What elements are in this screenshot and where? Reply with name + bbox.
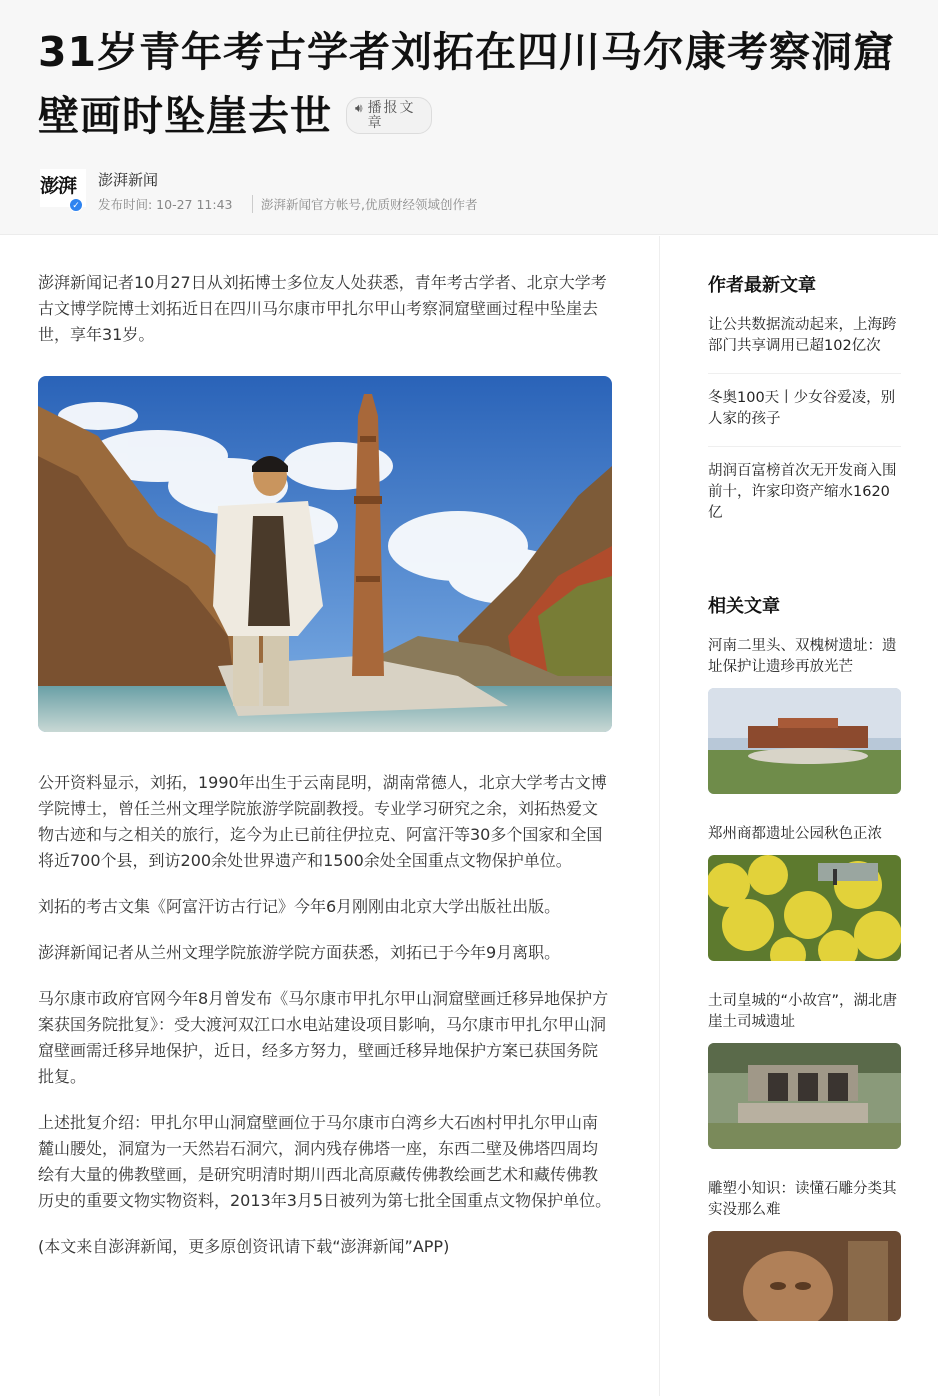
related-article-card[interactable] xyxy=(708,1179,901,1321)
related-article-title[interactable]: 郑州商都遗址公园秋色正浓 xyxy=(708,826,882,842)
article-paragraph: 上述批复介绍：甲扎尔甲山洞窟壁画位于马尔康市白湾乡大石凼村甲扎尔甲山南麓山腰处，洞窟为一天然岩石洞穴，洞内残存佛塔一座，东西二壁及佛塔四周均绘有大量的佛教壁画，是研究明清时期川西北高原藏传佛教绘画艺术和藏传佛教历史的重要文物实物资料，2013年3月5日被列为第七批全国重点文物保护单位。 xyxy=(38,1113,612,1210)
column-divider xyxy=(659,236,660,1396)
sidebar xyxy=(708,236,901,1321)
author-name[interactable]: 澎湃新闻 xyxy=(98,171,159,189)
verified-icon: ✓ xyxy=(69,198,83,212)
related-article-title[interactable]: 雕塑小知识：读懂石雕分类其实没那么难 xyxy=(708,1181,897,1218)
account-description: 澎湃新闻官方帐号,优质财经领域创作者 xyxy=(252,195,477,213)
play-article-label: 播报文章 xyxy=(367,100,416,131)
article-title xyxy=(38,20,908,148)
article-paragraph: 马尔康市政府官网今年8月曾发布《马尔康市甲扎尔甲山洞窟壁画迁移异地保护方案获国务院批复》：受大渡河双江口水电站建设项目影响，马尔康市甲扎尔甲山洞窟壁画需迁移异地保护，近日，经多方努力，壁画迁移异地保护方案已获国务院批复。 xyxy=(38,989,609,1086)
article-paragraph: 刘拓的考古文集《阿富汗访古行记》今年6月刚刚由北京大学出版社出版。 xyxy=(38,897,561,916)
related-article-thumbnail[interactable] xyxy=(708,1043,901,1149)
logo-text: 澎湃 xyxy=(40,175,77,197)
related-articles-title: 相关文章 xyxy=(708,596,780,617)
publish-time: 发布时间: 10-27 11:43 xyxy=(98,197,233,212)
related-article-card[interactable] xyxy=(708,991,901,1149)
related-article-title[interactable]: 河南二里头、双槐树遗址：遗址保护让遗珍再放光芒 xyxy=(708,638,897,675)
article-header xyxy=(0,0,938,235)
related-article-thumbnail[interactable] xyxy=(708,855,901,961)
article-photo xyxy=(38,376,612,732)
article-body xyxy=(38,270,612,1280)
latest-article-link[interactable]: 让公共数据流动起来，上海跨部门共享调用已超102亿次 xyxy=(708,301,901,374)
related-article-card[interactable] xyxy=(708,824,901,961)
related-article-title[interactable]: 土司皇城的“小故宫”，湖北唐崖土司城遗址 xyxy=(708,993,898,1030)
latest-article-link[interactable]: 胡润百富榜首次无开发商入围前十，许家印资产缩水1620亿 xyxy=(708,463,897,521)
related-article-thumbnail[interactable] xyxy=(708,688,901,794)
article-paragraph: 澎湃新闻记者10月27日从刘拓博士多位友人处获悉，青年考古学者、北京大学考古文博学院博士刘拓近日在四川马尔康市甲扎尔甲山考察洞窟壁画过程中坠崖去世，享年31岁。 xyxy=(38,273,607,344)
source-logo[interactable] xyxy=(40,169,86,211)
play-article-button[interactable] xyxy=(346,97,432,134)
latest-articles-title: 作者最新文章 xyxy=(708,275,816,296)
latest-article-link[interactable]: 冬奥100天丨少女谷爱凌，别人家的孩子 xyxy=(708,374,901,447)
source-meta xyxy=(40,165,740,213)
article-footer-note: (本文来自澎湃新闻，更多原创资讯请下载“澎湃新闻”APP) xyxy=(38,1237,450,1256)
speaker-icon: 🔊︎ xyxy=(355,101,365,115)
article-title-text: 31岁青年考古学者刘拓在四川马尔康考察洞窟壁画时坠崖去世 xyxy=(38,28,896,140)
minaret-landscape-image xyxy=(38,376,612,732)
related-article-thumbnail[interactable] xyxy=(708,1231,901,1321)
article-paragraph: 公开资料显示，刘拓，1990年出生于云南昆明，湖南常德人，北京大学考古文博学院博士，曾任兰州文理学院旅游学院副教授。专业学习研究之余，刘拓热爱文物古迹和与之相关的旅行，迄今为止已前往伊拉克、阿富汗等30多个国家和全国将近700个县，到访200余处世界遗产和1500余处全国重点文物保护单位。 xyxy=(38,773,607,870)
related-article-card[interactable] xyxy=(708,636,901,794)
article-paragraph: 澎湃新闻记者从兰州文理学院旅游学院方面获悉，刘拓已于今年9月离职。 xyxy=(38,943,561,962)
